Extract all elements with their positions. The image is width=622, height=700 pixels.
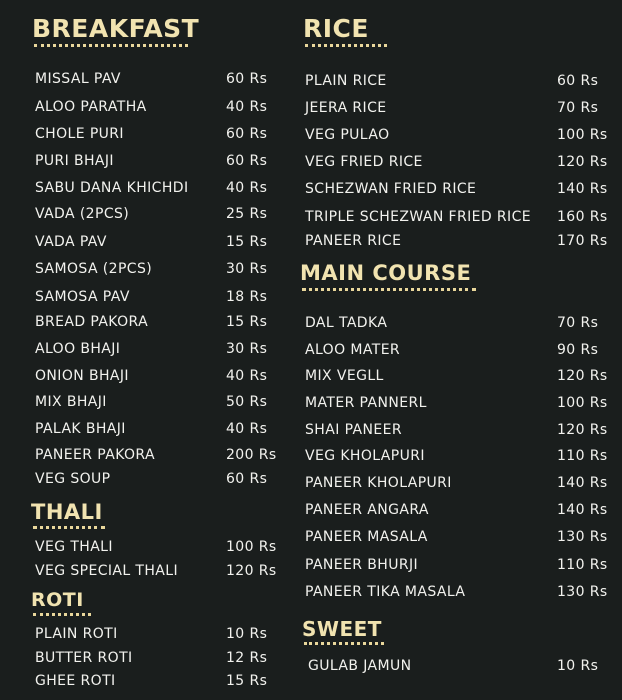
item-name: VEG SPECIAL THALI [35, 563, 179, 579]
item-name: TRIPLE SCHEZWAN FRIED RICE [305, 209, 532, 225]
item-price: 110 Rs [557, 448, 608, 464]
breakfast-title: BREAKFAST [32, 14, 200, 43]
item-name: PANEER KHOLAPURI [305, 475, 452, 491]
item-price: 60 Rs [557, 73, 599, 89]
item-name: BUTTER ROTI [35, 650, 133, 666]
item-name: ALOO MATER [305, 342, 401, 358]
heading-underline [302, 288, 476, 291]
item-price: 100 Rs [226, 539, 277, 555]
item-price: 15 Rs [226, 314, 268, 330]
item-price: 70 Rs [557, 100, 599, 116]
item-name: VADA (2PCS) [35, 206, 130, 222]
main-course-title: MAIN COURSE [300, 261, 472, 285]
item-price: 120 Rs [557, 368, 608, 384]
item-price: 200 Rs [226, 447, 277, 463]
section-heading-breakfast [32, 14, 199, 43]
item-name: ALOO PARATHA [35, 99, 147, 115]
item-name: MATER PANNERL [305, 395, 427, 411]
item-name: SAMOSA PAV [35, 289, 130, 305]
item-price: 30 Rs [226, 261, 268, 277]
item-name: MIX BHAJI [35, 394, 107, 410]
item-name: SHAI PANEER [305, 422, 402, 438]
rice-title: RICE [303, 14, 369, 43]
item-price: 90 Rs [557, 342, 599, 358]
item-name: PANEER BHURJI [305, 557, 419, 573]
item-name: GULAB JAMUN [308, 658, 412, 674]
item-name: ALOO BHAJI [35, 341, 121, 357]
item-price: 10 Rs [226, 626, 268, 642]
item-name: VEG KHOLAPURI [305, 448, 425, 464]
item-name: VEG PULAO [305, 127, 390, 143]
item-name: VADA PAV [35, 234, 107, 250]
item-price: 100 Rs [557, 395, 608, 411]
item-price: 15 Rs [226, 234, 268, 250]
item-name: PANEER PAKORA [35, 447, 155, 463]
item-name: VEG THALI [35, 539, 113, 555]
item-name: GHEE ROTI [35, 673, 116, 689]
item-name: PALAK BHAJI [35, 421, 126, 437]
item-name: PANEER TIKA MASALA [305, 584, 466, 600]
item-price: 18 Rs [226, 289, 268, 305]
item-name: VEG FRIED RICE [305, 154, 423, 170]
sweet-title: SWEET [302, 617, 382, 641]
item-name: SAMOSA (2PCS) [35, 261, 153, 277]
item-name: JEERA RICE [305, 100, 387, 116]
item-price: 40 Rs [226, 99, 268, 115]
section-heading-sweet [302, 617, 382, 641]
item-price: 30 Rs [226, 341, 268, 357]
item-price: 40 Rs [226, 180, 268, 196]
item-price: 15 Rs [226, 673, 268, 689]
item-name: ONION BHAJI [35, 368, 129, 384]
item-name: CHOLE PURI [35, 126, 124, 142]
item-price: 140 Rs [557, 181, 608, 197]
item-name: SCHEZWAN FRIED RICE [305, 181, 477, 197]
item-price: 10 Rs [557, 658, 599, 674]
item-name: PANEER ANGARA [305, 502, 429, 518]
item-name: PLAIN ROTI [35, 626, 118, 642]
section-heading-thali [31, 500, 103, 524]
item-name: DAL TADKA [305, 315, 388, 331]
item-name: MIX VEGLL [305, 368, 384, 384]
heading-underline [304, 642, 384, 645]
item-price: 60 Rs [226, 153, 268, 169]
heading-underline [33, 526, 105, 529]
item-price: 25 Rs [226, 206, 268, 222]
item-name: VEG SOUP [35, 471, 111, 487]
heading-underline [305, 44, 387, 47]
heading-underline [34, 44, 188, 47]
item-price: 140 Rs [557, 502, 608, 518]
item-name: BREAD PAKORA [35, 314, 149, 330]
item-price: 40 Rs [226, 421, 268, 437]
section-heading-roti [31, 589, 84, 611]
thali-title: THALI [31, 500, 103, 524]
item-price: 120 Rs [557, 422, 608, 438]
item-price: 50 Rs [226, 394, 268, 410]
item-price: 70 Rs [557, 315, 599, 331]
item-price: 60 Rs [226, 126, 268, 142]
item-name: PANEER RICE [305, 233, 402, 249]
section-heading-rice [303, 14, 369, 43]
heading-underline [33, 613, 91, 616]
item-name: PLAIN RICE [305, 73, 387, 89]
item-price: 110 Rs [557, 557, 608, 573]
item-name: PANEER MASALA [305, 529, 428, 545]
item-name: SABU DANA KHICHDI [35, 180, 189, 196]
item-price: 100 Rs [557, 127, 608, 143]
item-price: 160 Rs [557, 209, 608, 225]
item-price: 60 Rs [226, 71, 268, 87]
item-price: 60 Rs [226, 471, 268, 487]
item-name: PURI BHAJI [35, 153, 114, 169]
item-price: 140 Rs [557, 475, 608, 491]
item-price: 40 Rs [226, 368, 268, 384]
item-price: 130 Rs [557, 584, 608, 600]
item-price: 120 Rs [226, 563, 277, 579]
item-price: 170 Rs [557, 233, 608, 249]
section-heading-main-course [300, 261, 471, 285]
roti-title: ROTI [31, 589, 84, 611]
item-price: 130 Rs [557, 529, 608, 545]
item-name: MISSAL PAV [35, 71, 121, 87]
item-price: 12 Rs [226, 650, 268, 666]
item-price: 120 Rs [557, 154, 608, 170]
